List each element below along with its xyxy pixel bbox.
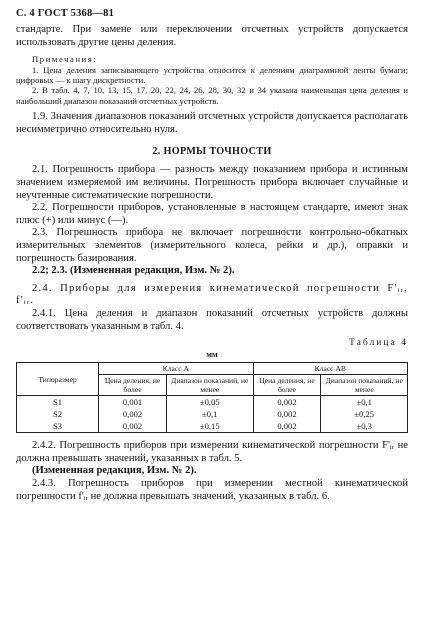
col-header-a-range: Диапазон показаний, не менее: [167, 375, 254, 396]
col-header-a-price: Цена деления, не более: [99, 375, 167, 396]
table-row: [17, 408, 408, 420]
table-row: [17, 420, 408, 433]
intro-paragraph: стандарте. При замене или переключении отсчетных устройств допускается использовать другие цены деления.: [16, 24, 408, 48]
cell-ab-range: ±0,25: [321, 408, 408, 420]
col-header-class-a: Класс А: [99, 363, 253, 375]
paragraph-2-4: [16, 283, 408, 308]
cell-type: S2: [17, 408, 99, 420]
cell-ab-price: 0,002: [253, 420, 321, 433]
paragraph-2-2: 2.2. Погрешности приборов, установленные в настоящем стандарте, имеют знак плюс (+) или минус (—).: [16, 202, 408, 226]
paragraph-2-3: 2.3. Погрешность прибора не включает погрешности контрольно-обкатных измерительных элементов (измерительного колеса, рейки и др.), оправки и погрешность базирования.: [16, 227, 408, 264]
paragraph-2-4-2: 2.4.2. Погрешность приборов при измерении кинематической погрешности F'ᵢᵣ не должна превышать значений, указанных в табл. 5.: [16, 440, 408, 464]
paragraph-revision-2-2-2-3: 2.2; 2.3. (Измененная редакция, Изм. № 2).: [32, 265, 235, 277]
paragraph-2-1: 2.1. Погрешность прибора — разность между показанием прибора и истинным значением измеряемой им величины. Погрешность прибора включает случайные и неучтенные систематические погрешности.: [16, 164, 408, 201]
cell-type: S3: [17, 420, 99, 433]
page-header: С. 4 ГОСТ 5368—81: [16, 8, 115, 19]
cell-a-range: ±0,15: [167, 420, 254, 433]
paragraph-2-4-1: 2.4.1. Цена деления и диапазон показаний отсчетных устройств должны соответствовать указанным в табл. 4.: [16, 307, 408, 332]
paragraph-2-4-text: 2.4. Приборы для измерения кинематической погрешности F'ᵢᵣ, f'ᵢᵣ.: [16, 282, 408, 307]
cell-ab-range: ±0,1: [321, 396, 408, 409]
cell-a-range: ±0,05: [167, 396, 254, 409]
paragraph-2-4-3: 2.4.3. Погрешность приборов при измерении местной кинематической погрешности f'ᵢᵣ не должна превышать значений, указанных в табл. 6.: [16, 477, 408, 502]
table-4: [16, 362, 408, 433]
cell-type: S1: [17, 396, 99, 409]
cell-a-price: 0,002: [99, 408, 167, 420]
paragraph-revision: (Измененная редакция, Изм. № 2).: [32, 465, 197, 477]
table-caption: Таблица 4: [348, 337, 408, 349]
section-title: 2. НОРМЫ ТОЧНОСТИ: [152, 146, 272, 158]
cell-a-price: 0,002: [99, 420, 167, 433]
cell-a-range: ±0,1: [167, 408, 254, 420]
note-1: 1. Цена деления записывающего устройства относится к делениям диаграммной ленты бумаги; цифровых — к шагу дискретности.: [16, 64, 408, 85]
col-header-class-ab: Класс АВ: [253, 363, 407, 375]
col-header-ab-price: Цена деления, не более: [253, 375, 321, 396]
table-row: [17, 396, 408, 409]
cell-a-price: 0,001: [99, 396, 167, 409]
cell-ab-price: 0,002: [253, 396, 321, 409]
cell-ab-range: ±0,3: [321, 420, 408, 433]
paragraph-1-9: 1.9. Значения диапазонов показаний отсчетных устройств допускается располагать несимметрично относительно нуля.: [16, 111, 408, 135]
col-header-type: Типоразмер: [17, 363, 99, 396]
col-header-ab-range: Диапазон показаний, не менее: [321, 375, 408, 396]
table-unit: мм: [206, 349, 218, 360]
notes-title: Примечания:: [32, 54, 98, 65]
note-2: 2. В табл. 4, 7, 10, 13, 15, 17, 20, 22, 24, 26, 28, 30, 32 и 34 указана наименьшая цена деления и наибольший диапазон показаний отсчетных устройств.: [16, 85, 408, 106]
cell-ab-price: 0,002: [253, 408, 321, 420]
